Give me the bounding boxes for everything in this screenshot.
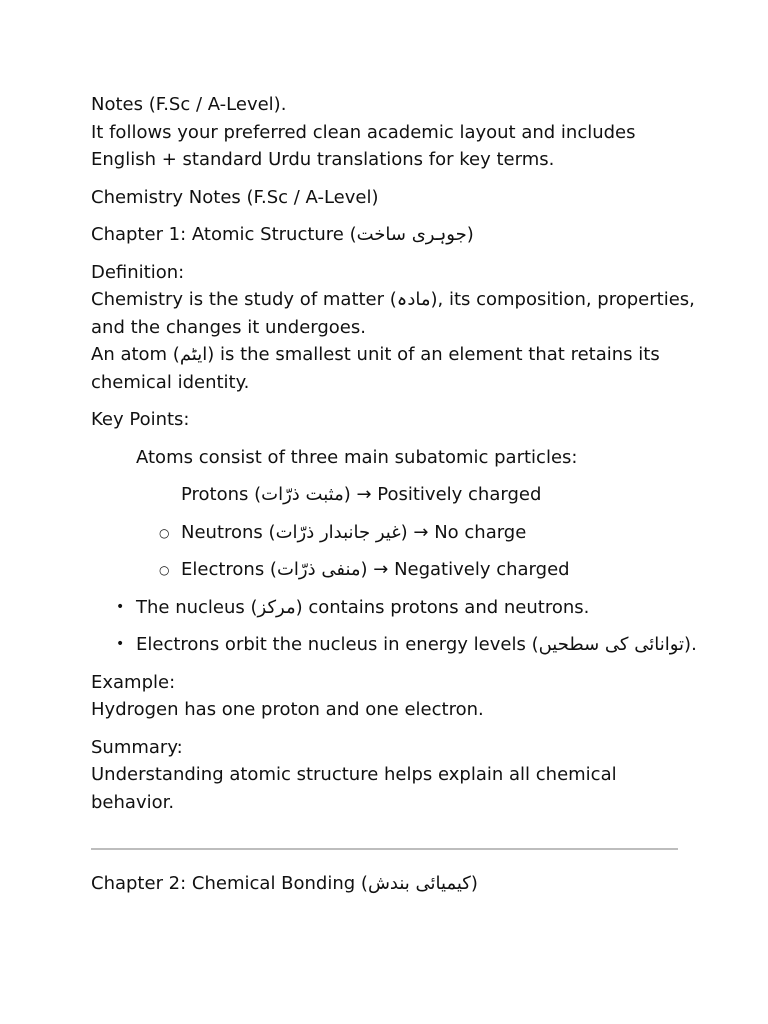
key-points-heading: Key Points: <box>91 409 190 430</box>
summary-section <box>91 734 768 817</box>
particle-desc: ) → No charge <box>400 521 527 543</box>
intro-line: English + standard Urdu translations for key terms. <box>91 149 555 170</box>
urdu-term: منفی ذرّات <box>276 559 361 580</box>
list-item-text: ). <box>684 634 697 655</box>
bullet-icon: • <box>116 598 125 615</box>
intro-paragraph <box>91 91 768 174</box>
definition-line: and the changes it undergoes. <box>91 316 366 338</box>
urdu-term: مثبت ذرّات <box>261 484 344 505</box>
section-divider <box>91 848 678 850</box>
chapter-2-title <box>91 870 768 898</box>
particle-desc: ) → Negatively charged <box>360 559 570 580</box>
definition-line: chemical identity. <box>91 371 250 393</box>
particle-name: Neutrons ( <box>181 521 276 543</box>
definition-heading: Definition: <box>91 261 185 283</box>
urdu-term: توانائی کی سطحیں <box>538 634 685 655</box>
particle-desc: ) → Positively charged <box>343 484 542 505</box>
particle-name: Protons ( <box>181 484 262 505</box>
chapter-title-text: ) <box>470 873 478 894</box>
example-section <box>91 669 768 724</box>
list-item <box>91 444 768 584</box>
definition-text: ), its composition, properties, <box>430 289 695 310</box>
particles-list <box>136 481 768 584</box>
summary-text: Understanding atomic structure helps explain all chemical <box>91 764 617 785</box>
list-item-text: Atoms consist of three main subatomic particles: <box>136 446 578 468</box>
urdu-term: مادہ <box>396 289 431 310</box>
definition-line <box>91 341 768 369</box>
bullet-icon: • <box>116 636 125 652</box>
list-item <box>136 481 768 509</box>
definition-text: ) is the smallest unit of an element that retains its <box>207 344 660 365</box>
urdu-term: ایٹم <box>179 344 208 365</box>
list-item <box>136 556 768 584</box>
chapter-title-text: ) <box>466 224 474 245</box>
key-points-list <box>91 444 768 659</box>
summary-text: behavior. <box>91 791 175 813</box>
circle-bullet-icon: ○ <box>159 525 170 540</box>
document-title: Chemistry Notes (F.Sc / A-Level) <box>91 186 379 208</box>
list-item <box>91 631 768 659</box>
summary-heading: Summary: <box>91 736 183 758</box>
definition-text: An atom ( <box>91 344 180 365</box>
intro-line: It follows your preferred clean academic layout and includes <box>91 121 636 143</box>
list-item <box>136 519 768 547</box>
definition-line <box>91 286 768 314</box>
list-item-text: Electrons orbit the nucleus in energy levels ( <box>136 634 539 655</box>
urdu-term: کیمیائی بندش <box>367 873 471 894</box>
chapter-1-title <box>91 221 768 249</box>
urdu-term: جوہری ساخت <box>356 224 467 245</box>
list-item-text: ) contains protons and neutrons. <box>295 596 590 618</box>
definition-text: Chemistry is the study of matter ( <box>91 289 397 310</box>
example-text: Hydrogen has one proton and one electron. <box>91 699 484 720</box>
chapter-title-text: Chapter 1: Atomic Structure ( <box>91 224 357 245</box>
urdu-term: غیر جانبدار ذرّات <box>275 521 401 543</box>
circle-bullet-icon: ○ <box>159 563 170 577</box>
list-item-text: The nucleus ( <box>136 596 258 618</box>
urdu-term: مرکز <box>257 596 296 618</box>
intro-line: Notes (F.Sc / A-Level). <box>91 94 287 115</box>
chapter-title-text: Chapter 2: Chemical Bonding ( <box>91 873 368 894</box>
example-heading: Example: <box>91 671 176 693</box>
definition-section <box>91 259 768 397</box>
particle-name: Electrons ( <box>181 559 277 580</box>
list-item <box>91 594 768 622</box>
